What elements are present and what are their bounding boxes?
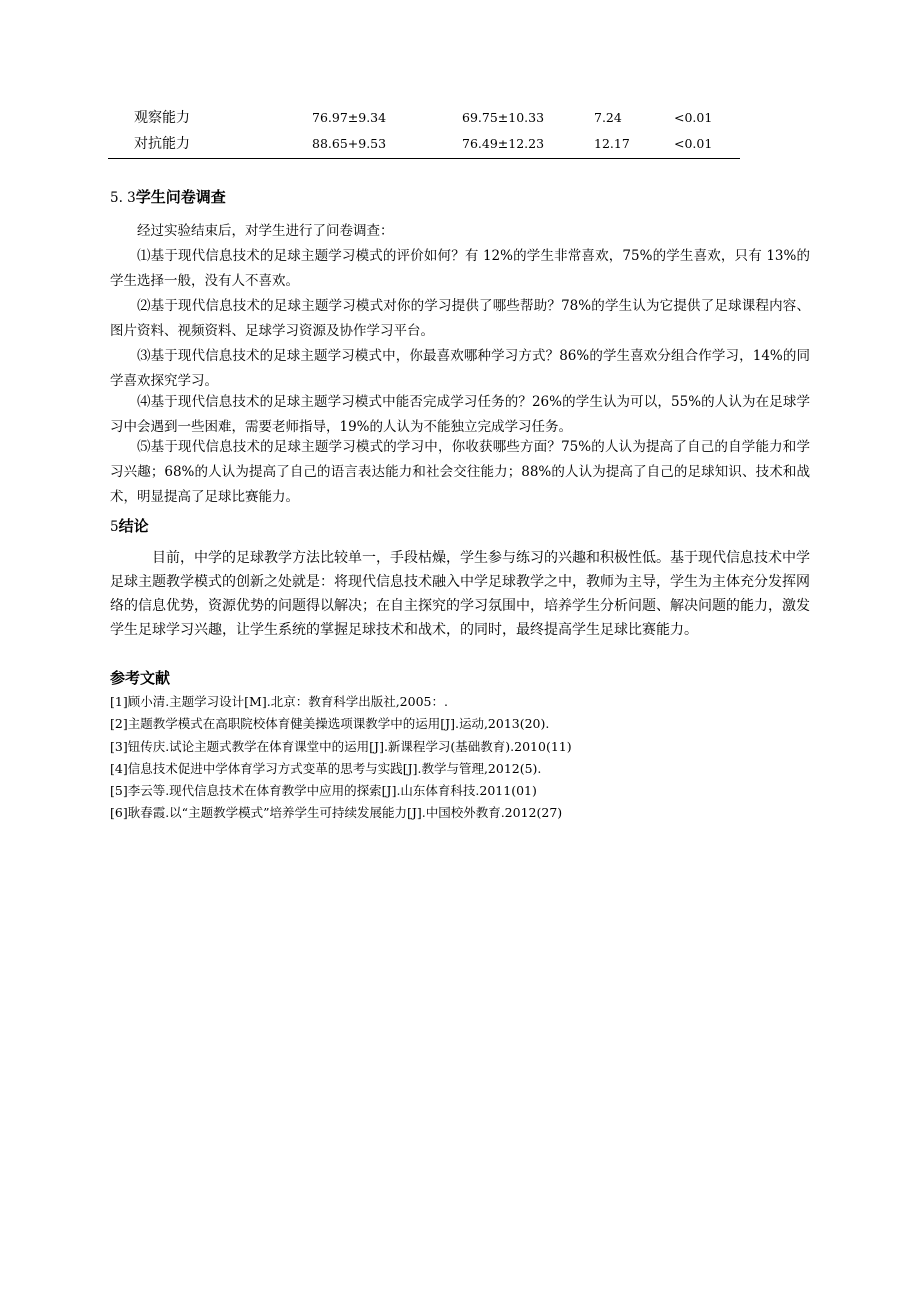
control-value: 69.75±10.33 (462, 109, 545, 125)
reference-list (110, 691, 810, 825)
conclusion-body: 目前，中学的足球教学方法比较单一，手段枯燥，学生参与练习的兴趣和积极性低。基于现代信息技术中学足球主题教学模式的创新之处就是：将现代信息技术融入中学足球教学之中，教师为主导，学生为主体充分发挥网络的信息优势，资源优势的问题得以解决；在自主探究的学习氛围中，培养学生分析问题、解决问题的能力，激发学生足球学习兴趣，让学生系统的掌握足球技术和战术，的同时，最终提高学生足球比赛能力。 (110, 550, 810, 638)
table-row (108, 104, 740, 130)
row-label: 观察能力 (134, 110, 190, 126)
section-title: 学生问卷调查 (135, 188, 226, 206)
t-value: 7.24 (594, 109, 622, 125)
row-label: 对抗能力 (134, 136, 190, 152)
survey-item-2: ⑵基于现代信息技术的足球主题学习模式对你的学习提供了哪些帮助？78%的学生认为它提供了足球课程内容、图片资料、视频资料、足球学习资源及协作学习平台。 (110, 298, 810, 339)
reference-item: [4]信息技术促进中学体育学习方式变革的思考与实践[J].教学与管理,2012(5). (110, 760, 542, 776)
section-number: 5 (110, 519, 119, 535)
results-table-fragment (108, 104, 740, 156)
survey-item-1: ⑴基于现代信息技术的足球主题学习模式的评价如何？有 12%的学生非常喜欢，75%的学生喜欢，只有 13%的学生选择一般，没有人不喜欢。 (110, 248, 810, 289)
p-value: <0.01 (674, 135, 713, 151)
survey-item-3: ⑶基于现代信息技术的足球主题学习模式中，你最喜欢哪种学习方式？86%的学生喜欢分组合作学习，14%的同学喜欢探究学习。 (110, 348, 810, 389)
experimental-value: 76.97±9.34 (312, 109, 387, 125)
section-number: 5. 3 (110, 190, 136, 206)
section-heading-survey (110, 186, 226, 207)
reference-item: [3]钮传庆.试论主题式教学在体育课堂中的运用[J].新课程学习(基础教育).2010(11) (110, 738, 572, 754)
survey-item-5: ⑸基于现代信息技术的足球主题学习模式的学习中，你收获哪些方面？75%的人认为提高了自己的自学能力和学习兴趣；68%的人认为提高了自己的语言表达能力和社会交往能力；88%的人认为提高了自己的足球知识、技术和战术，明显提高了足球比赛能力。 (110, 439, 810, 505)
section-title: 结论 (118, 517, 149, 535)
reference-item: [5]李云等.现代信息技术在体育教学中应用的探索[J].山东体育科技.2011(01) (110, 783, 537, 799)
survey-item-4: ⑷基于现代信息技术的足球主题学习模式中能否完成学习任务的？26%的学生认为可以，55%的人认为在足球学习中会遇到一些困难，需要老师指导，19%的人认为不能独立完成学习任务。 (110, 394, 810, 435)
p-value: <0.01 (674, 109, 713, 125)
t-value: 12.17 (594, 135, 630, 151)
reference-item: [6]耿春霞.以“主题教学模式”培养学生可持续发展能力[J].中国校外教育.2012(27) (110, 805, 563, 821)
survey-intro: 经过实验结束后，对学生进行了问卷调查： (137, 223, 394, 239)
experimental-value: 88.65+9.53 (312, 135, 387, 151)
reference-item: [2]主题教学模式在高职院校体育健美操选项课教学中的运用[J].运动,2013(20). (110, 716, 550, 732)
references-heading: 参考文献 (110, 669, 171, 687)
table-row (108, 130, 740, 156)
table-bottom-rule (108, 158, 740, 159)
section-heading-conclusion (110, 515, 149, 536)
control-value: 76.49±12.23 (462, 135, 545, 151)
reference-item: [1]顾小清.主题学习设计[M].北京：教育科学出版社,2005：. (110, 694, 448, 709)
